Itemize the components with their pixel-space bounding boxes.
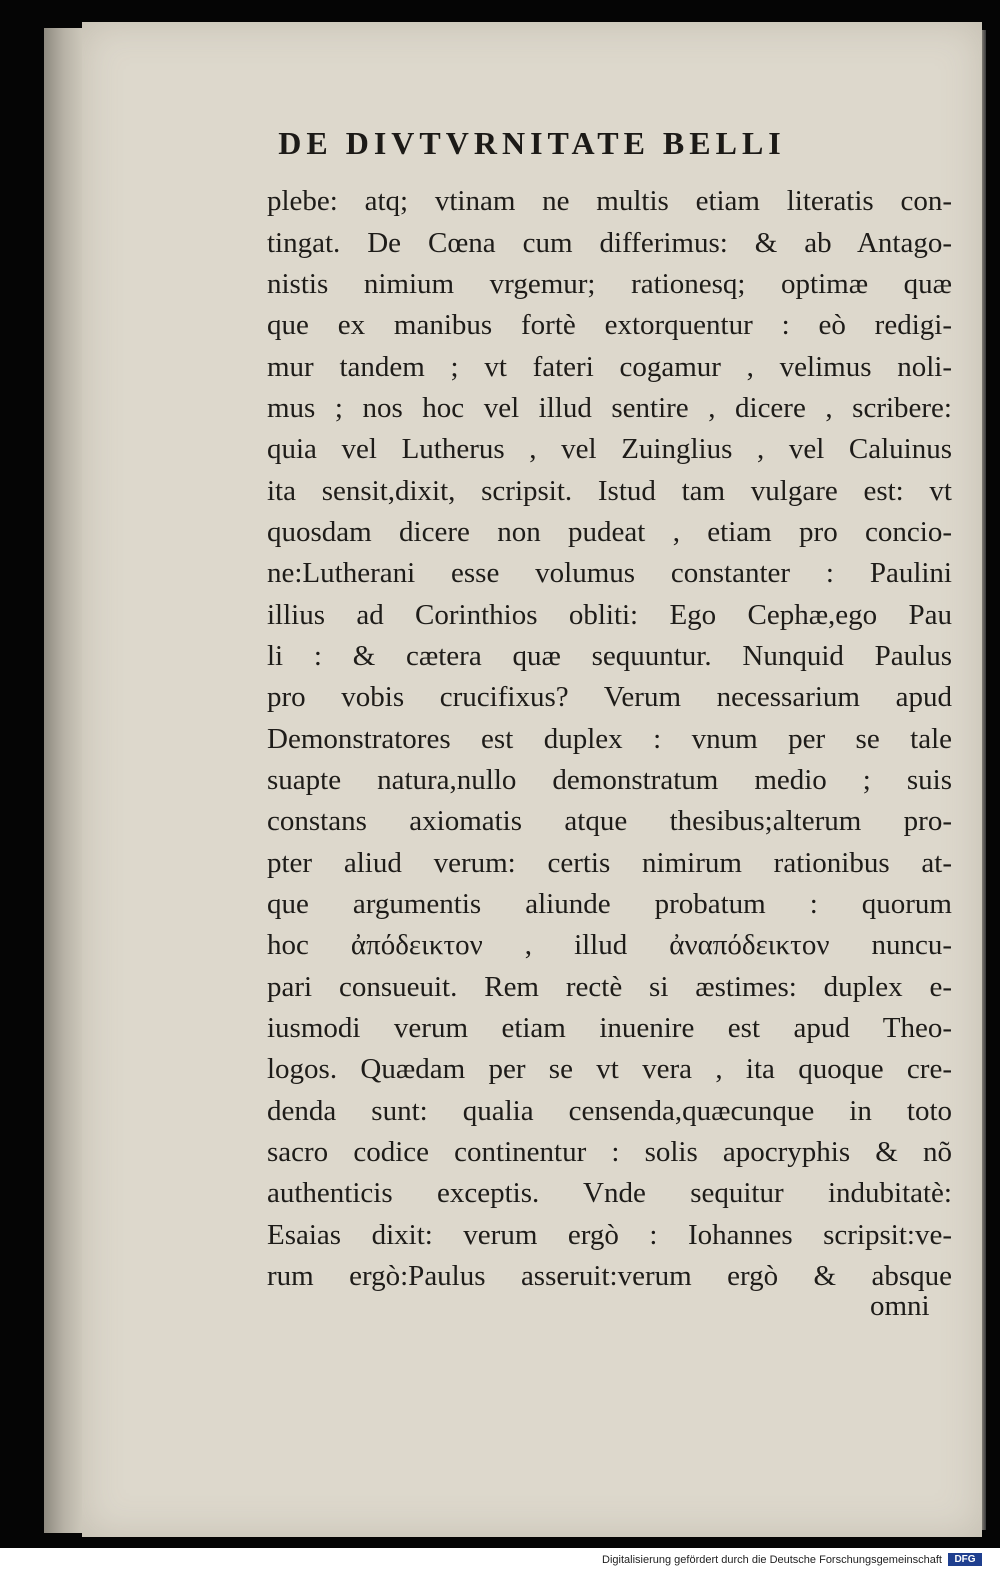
text-line: plebe: atq; vtinam ne multis etiam literatis con-: [267, 185, 952, 217]
text-line: authenticis exceptis. Vnde sequitur indubitatè:: [267, 1177, 952, 1209]
running-head: DE DIVTVRNITATE BELLI: [278, 125, 786, 161]
text-line: quosdam dicere non pudeat , etiam pro concio-: [267, 516, 952, 548]
text-line: que ex manibus fortè extorquentur : eò redigi-: [267, 309, 952, 341]
text-line: ne:Lutherani esse volumus constanter : Paulini: [267, 557, 952, 589]
text-line: denda sunt: qualia censenda,quæcunque in toto: [267, 1095, 952, 1127]
text-line: quia vel Lutherus , vel Zuinglius , vel Caluinus: [267, 433, 952, 465]
text-line: ita sensit,dixit, scripsit. Istud tam vulgare est: vt: [267, 475, 952, 507]
dfg-logo: DFG: [948, 1553, 982, 1566]
text-line: illius ad Corinthios obliti: Ego Cephæ,ego Pau: [267, 599, 952, 631]
text-line: hoc ἀπόδεικτον , illud ἀναπόδεικτον nuncu-: [267, 929, 952, 961]
text-line: tingat. De Cœna cum differimus: & ab Antago-: [267, 227, 952, 259]
text-line: pro vobis crucifixus? Verum necessarium apud: [267, 681, 952, 713]
text-line: constans axiomatis atque thesibus;alterum pro-: [267, 805, 952, 837]
text-line: nistis nimium vrgemur; rationesq; optimæ quæ: [267, 268, 952, 300]
text-line: pter aliud verum: certis nimirum rationibus at-: [267, 847, 952, 879]
text-line: logos. Quædam per se vt vera , ita quoque cre-: [267, 1053, 952, 1085]
catchword: omni: [870, 1290, 930, 1322]
text-line: li : & cætera quæ sequuntur. Nunquid Paulus: [267, 640, 952, 672]
text-line: suapte natura,nullo demonstratum medio ; suis: [267, 764, 952, 796]
text-line: rum ergò:Paulus asseruit:verum ergò & absque: [267, 1260, 952, 1292]
text-line: mur tandem ; vt fateri cogamur , velimus noli-: [267, 351, 952, 383]
text-line: pari consueuit. Rem rectè si æstimes: duplex e-: [267, 971, 952, 1003]
text-line: iusmodi verum etiam inuenire est apud Theo-: [267, 1012, 952, 1044]
book-spine-edge: [44, 28, 84, 1533]
book-page: [82, 22, 982, 1537]
text-line: sacro codice continentur : solis apocryphis & nõ: [267, 1136, 952, 1168]
text-line: Esaias dixit: verum ergò : Iohannes scripsit:ve-: [267, 1219, 952, 1251]
text-line: Demonstratores est duplex : vnum per se tale: [267, 723, 952, 755]
digitization-credit: Digitalisierung gefördert durch die Deutsche Forschungsgemeinschaft: [602, 1554, 942, 1566]
text-line: que argumentis aliunde probatum : quorum: [267, 888, 952, 920]
text-line: mus ; nos hoc vel illud sentire , dicere , scribere:: [267, 392, 952, 424]
